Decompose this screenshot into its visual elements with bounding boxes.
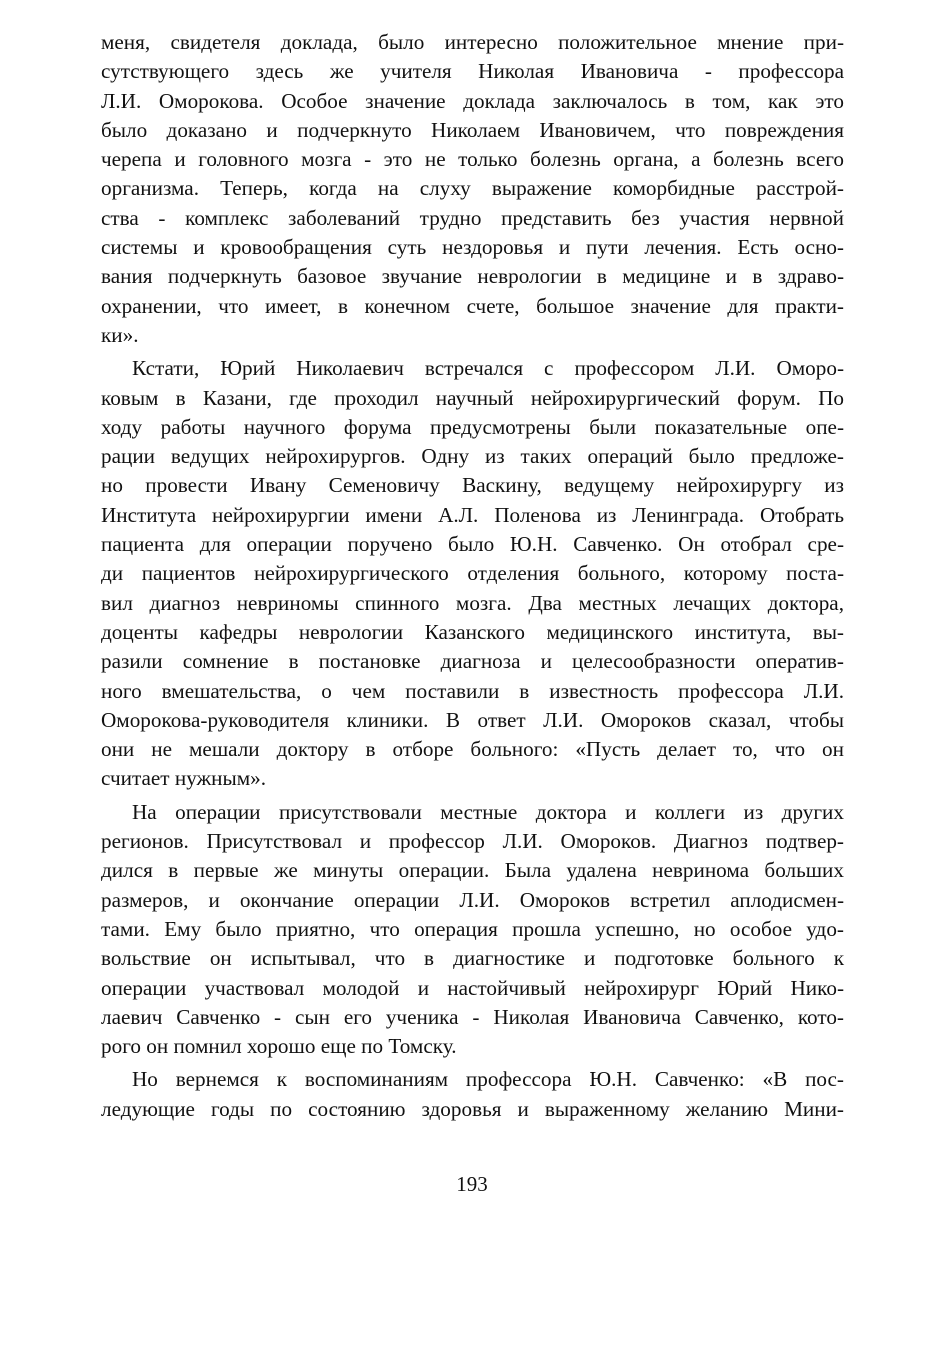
page-number: 193	[456, 1172, 488, 1196]
text-line: сутствующего здесь же учителя Николая Ивановича - профессора	[101, 59, 844, 84]
text-line: охранении, что имеет, в конечном счете, большое значение для практи-	[101, 293, 844, 318]
text-line: ства - комплекс заболеваний трудно представить без участия нервной	[101, 205, 844, 230]
text-line: рации ведущих нейрохирургов. Одну из таких операций было предложе-	[101, 444, 844, 469]
text-line: пациента для операции поручено было Ю.Н. Савченко. Он отобрал сре-	[101, 532, 844, 557]
text-line: доценты кафедры неврологии Казанского медицинского института, вы-	[101, 619, 844, 644]
text-line: разили сомнение в постановке диагноза и целесообразности оператив-	[101, 649, 844, 674]
text-line: Института нейрохирургии имени А.Л. Поленова из Ленинграда. Отобрать	[101, 502, 844, 527]
page-body	[101, 28, 844, 1124]
text-line: ди пациентов нейрохирургического отделения больного, которому поста-	[101, 561, 844, 586]
text-line: ки».	[101, 322, 139, 347]
paragraph-1	[101, 28, 844, 350]
text-line: организма. Теперь, когда на слуху выражение коморбидные расстрой-	[101, 176, 844, 201]
text-line: системы и кровообращения суть нездоровья и пути лечения. Есть осно-	[101, 235, 844, 260]
text-line: операции участвовал молодой и настойчивый нейрохирург Юрий Нико-	[101, 975, 844, 1000]
text-line: вил диагноз невриномы спинного мозга. Два местных лечащих доктора,	[101, 590, 844, 615]
text-line: они не мешали доктору в отборе больного: «Пусть делает то, что он	[101, 737, 844, 762]
paragraph-4	[101, 1065, 844, 1124]
text-line: Но вернемся к воспоминаниям профессора Ю.Н. Савченко: «В пос-	[132, 1067, 844, 1092]
text-line: Оморокова-руководителя клиники. В ответ Л.И. Омороков сказал, чтобы	[101, 707, 844, 732]
text-line: лаевич Савченко - сын его ученика - Николая Ивановича Савченко, кото-	[101, 1004, 844, 1029]
text-line: но провести Ивану Семеновичу Васкину, ведущему нейрохирургу из	[101, 473, 844, 498]
text-line: Л.И. Оморокова. Особое значение доклада заключалось в том, как это	[101, 88, 844, 113]
text-line: тами. Ему было приятно, что операция прошла успешно, но особое удо-	[101, 916, 844, 941]
text-line: рого он помнил хорошо еще по Томску.	[101, 1034, 457, 1059]
text-line: ходу работы научного форума предусмотрены были показательные опе-	[101, 414, 844, 439]
text-line: меня, свидетеля доклада, было интересно положительное мнение при-	[101, 30, 844, 54]
text-line: регионов. Присутствовал и профессор Л.И. Омороков. Диагноз подтвер-	[101, 829, 844, 854]
text-line: вания подчеркнуть базовое звучание неврологии в медицине и в здраво-	[101, 264, 844, 289]
text-line: размеров, и окончание операции Л.И. Омороков встретил аплодисмен-	[101, 887, 844, 912]
text-line: ного вмешательства, о чем поставили в известность профессора Л.И.	[101, 678, 844, 703]
text-line: вольствие он испытывал, что в диагностике и подготовке больного к	[101, 946, 844, 971]
text-line: На операции присутствовали местные доктора и коллеги из других	[132, 799, 844, 824]
text-line: Кстати, Юрий Николаевич встречался с профессором Л.И. Оморо-	[132, 356, 844, 381]
paragraph-3	[101, 798, 844, 1062]
paragraph-2	[101, 354, 844, 793]
text-line: дился в первые же минуты операции. Была удалена невринома больших	[101, 858, 844, 883]
text-line: было доказано и подчеркнуто Николаем Ивановичем, что повреждения	[101, 117, 844, 142]
text-line: считает нужным».	[101, 766, 267, 791]
text-line: ледующие годы по состоянию здоровья и выраженному желанию Мини-	[101, 1096, 844, 1121]
text-line: ковым в Казани, где проходил научный нейрохирургический форум. По	[101, 385, 844, 410]
text-line: черепа и головного мозга - это не только болезнь органа, а болезнь всего	[101, 147, 844, 172]
